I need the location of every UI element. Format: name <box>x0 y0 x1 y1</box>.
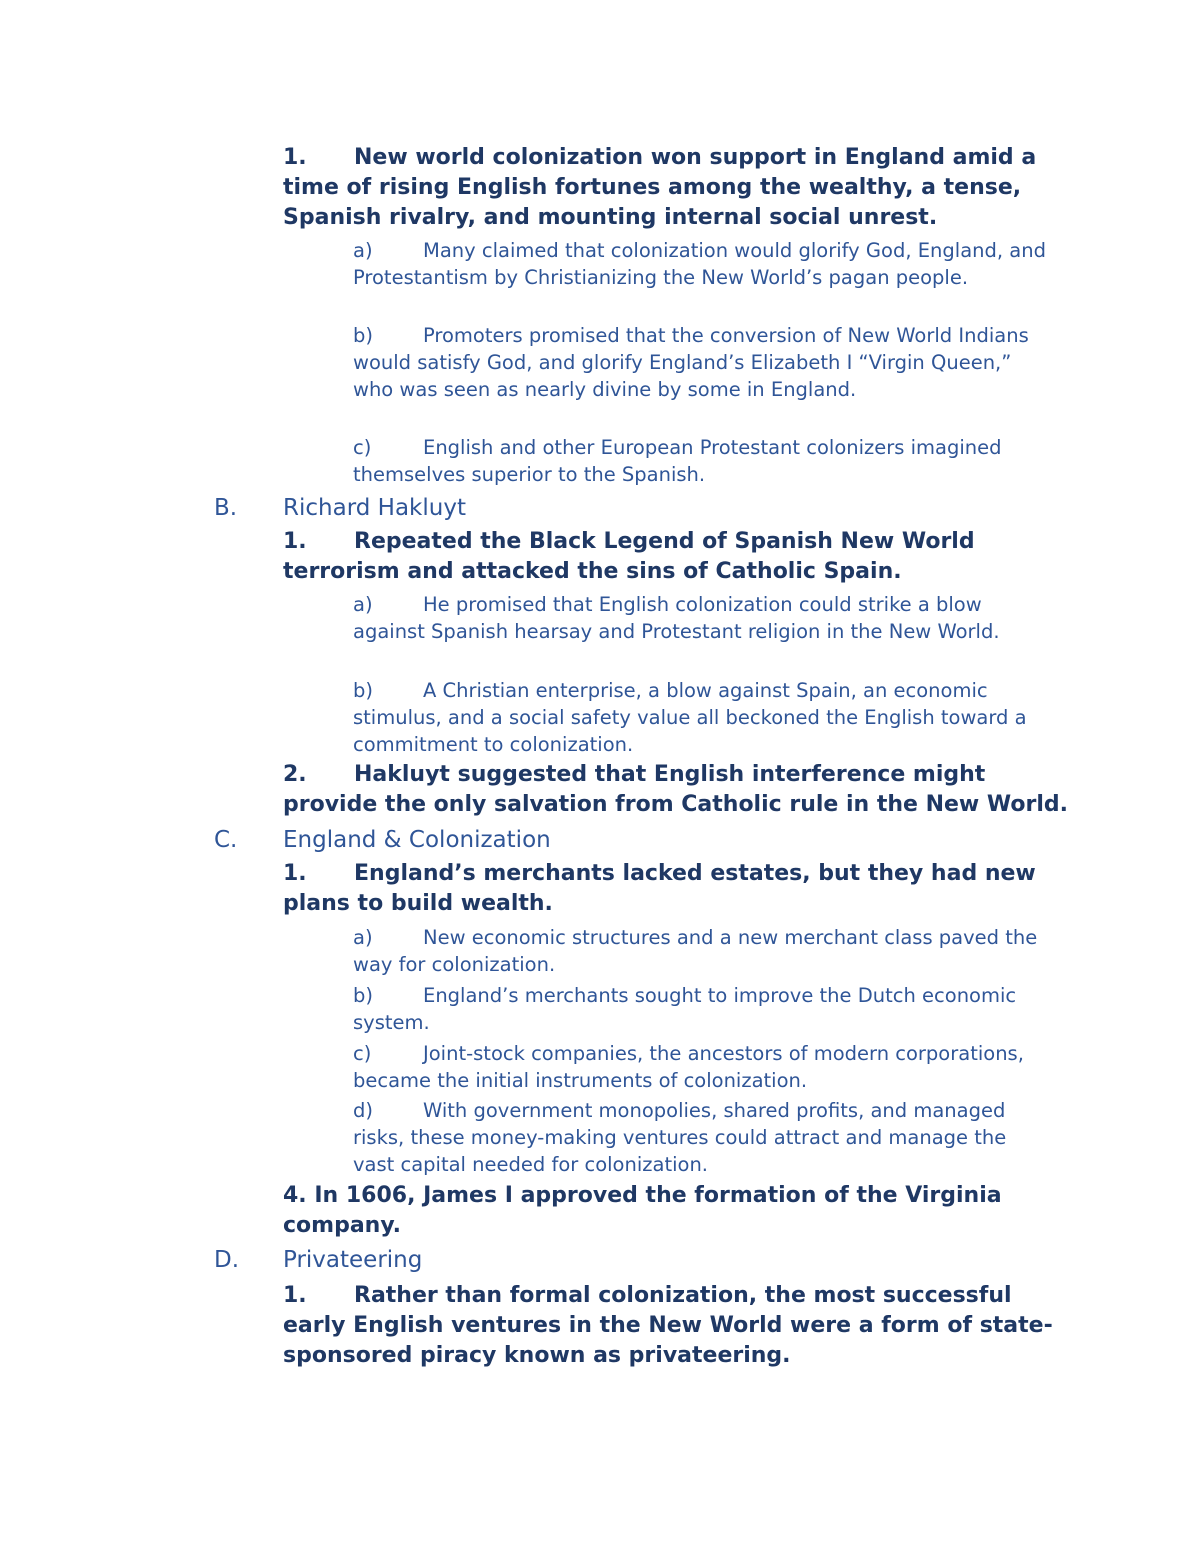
section-letter: B. <box>214 495 238 521</box>
item-letter: c) <box>353 436 372 459</box>
outline-subitem <box>353 1097 1053 1178</box>
outline-subitem <box>353 237 1053 291</box>
item-letter: a) <box>353 593 373 616</box>
outline-item <box>283 143 1073 233</box>
item-text: England’s merchants lacked estates, but they had new plans to build wealth. <box>283 861 1036 916</box>
outline-subitem <box>353 982 1053 1036</box>
item-letter: b) <box>353 679 373 702</box>
item-text: Hakluyt suggested that English interference might provide the only salvation from Catholic rule in the New World. <box>283 762 1069 817</box>
item-letter: a) <box>353 239 373 262</box>
item-text: With government monopolies, shared profits, and managed risks, these money-making ventures could attract and manage the vast capital needed for colonization. <box>353 1099 1007 1176</box>
item-number: 2. <box>283 762 307 787</box>
item-number: 1. <box>283 529 307 554</box>
outline-subitem <box>353 1040 1053 1094</box>
outline-item <box>283 1181 1073 1241</box>
item-text: New world colonization won support in England amid a time of rising English fortunes among the wealthy, a tense, Spanish rivalry, and mounting internal social unrest. <box>283 145 1037 230</box>
item-letter: b) <box>353 324 373 347</box>
item-number: 1. <box>283 861 307 886</box>
section-title: Privateering <box>283 1247 423 1273</box>
item-text: A Christian enterprise, a blow against Spain, an economic stimulus, and a social safety value all beckoned the English toward a commitment to colonization. <box>353 679 1027 756</box>
outline-item <box>283 1281 1073 1371</box>
item-text: England’s merchants sought to improve the Dutch economic system. <box>353 984 1017 1034</box>
item-number: 1. <box>283 1283 307 1308</box>
item-letter: a) <box>353 926 373 949</box>
section-letter: C. <box>214 827 238 853</box>
item-text: Rather than formal colonization, the most successful early English ventures in the New World were a form of state-sponsored piracy known as privateering. <box>283 1283 1053 1368</box>
item-letter: c) <box>353 1042 372 1065</box>
section-title: England & Colonization <box>283 827 551 853</box>
item-number: 4. <box>283 1183 307 1208</box>
item-letter: d) <box>353 1099 373 1122</box>
item-text: Repeated the Black Legend of Spanish New World terrorism and attacked the sins of Catholic Spain. <box>283 529 975 584</box>
item-text: He promised that English colonization could strike a blow against Spanish hearsay and Protestant religion in the New World. <box>353 593 1000 643</box>
item-text: Joint-stock companies, the ancestors of modern corporations, became the initial instruments of colonization. <box>353 1042 1024 1092</box>
item-number: 1. <box>283 145 307 170</box>
outline-subitem <box>353 677 1053 758</box>
outline-item <box>283 859 1073 919</box>
outline-item <box>283 527 1073 587</box>
item-letter: b) <box>353 984 373 1007</box>
section-letter: D. <box>214 1247 240 1273</box>
outline-subitem <box>353 591 1053 645</box>
item-text: English and other European Protestant colonizers imagined themselves superior to the Spanish. <box>353 436 1002 486</box>
item-text: Promoters promised that the conversion of New World Indians would satisfy God, and glorify England’s Elizabeth I “Virgin Queen,” who was seen as nearly divine by some in England. <box>353 324 1029 401</box>
outline-subitem <box>353 322 1053 403</box>
item-text: In 1606, James I approved the formation of the Virginia company. <box>283 1183 1002 1238</box>
outline-subitem <box>353 924 1053 978</box>
item-text: New economic structures and a new merchant class paved the way for colonization. <box>353 926 1038 976</box>
outline-item <box>283 760 1073 820</box>
section-title: Richard Hakluyt <box>283 495 466 521</box>
outline-subitem <box>353 434 1053 488</box>
item-text: Many claimed that colonization would glorify God, England, and Protestantism by Christianizing the New World’s pagan people. <box>353 239 1046 289</box>
